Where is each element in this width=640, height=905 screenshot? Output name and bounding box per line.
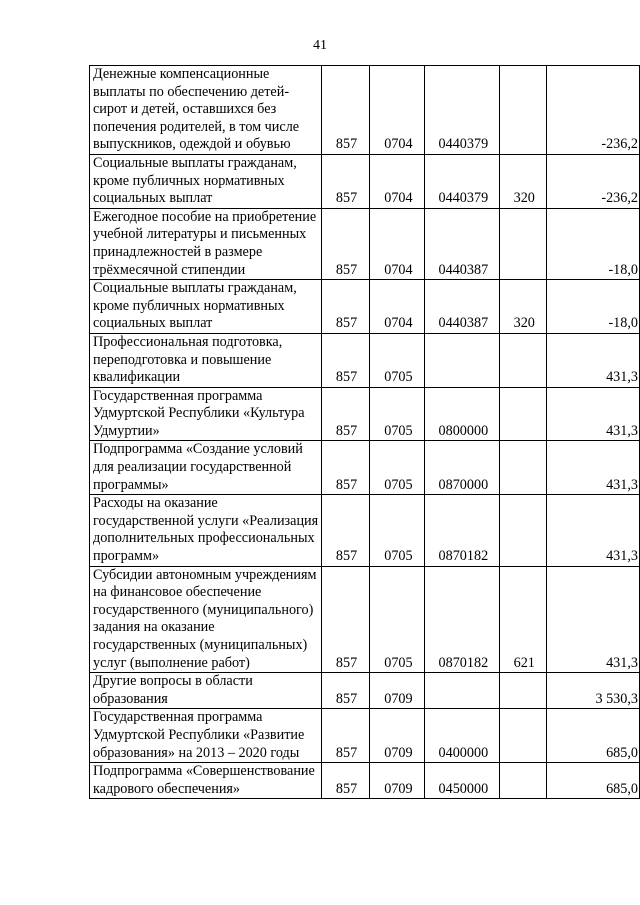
expense-name-cell: Государственная программа Удмуртской Республики «Развитие образования» на 2013 – 2020 годы [90, 709, 322, 763]
target-code-cell: 0440379 [425, 66, 500, 155]
amount-cell: 431,3 [547, 495, 640, 566]
expense-type-cell [500, 495, 547, 566]
expense-name-cell: Подпрограмма «Создание условий для реализации государственной программы» [90, 441, 322, 495]
expense-type-cell [500, 387, 547, 441]
expense-name-cell: Денежные компенсационные выплаты по обеспечению детей-сирот и детей, оставшихся без попечения родителей, в том числе выпускников, одеждой и обувью [90, 66, 322, 155]
ministry-code-cell: 857 [321, 280, 370, 334]
ministry-code-cell: 857 [321, 495, 370, 566]
expense-type-cell [500, 709, 547, 763]
ministry-code-cell: 857 [321, 154, 370, 208]
ministry-code-cell: 857 [321, 333, 370, 387]
section-code-cell: 0709 [370, 673, 425, 709]
amount-cell: 3 530,3 [547, 673, 640, 709]
amount-cell: 685,0 [547, 709, 640, 763]
target-code-cell [425, 673, 500, 709]
expense-name-cell: Социальные выплаты гражданам, кроме публичных нормативных социальных выплат [90, 154, 322, 208]
expense-name-cell: Государственная программа Удмуртской Республики «Культура Удмуртии» [90, 387, 322, 441]
expense-name-cell: Профессиональная подготовка, переподготовка и повышение квалификации [90, 333, 322, 387]
table-row [90, 495, 640, 566]
target-code-cell: 0440379 [425, 154, 500, 208]
expense-name-cell: Расходы на оказание государственной услуги «Реализация дополнительных профессиональных программ» [90, 495, 322, 566]
expense-type-cell [500, 333, 547, 387]
section-code-cell: 0705 [370, 441, 425, 495]
section-code-cell: 0705 [370, 333, 425, 387]
amount-cell: 431,3 [547, 566, 640, 673]
budget-table-body [90, 66, 640, 799]
ministry-code-cell: 857 [321, 208, 370, 279]
expense-type-cell: 621 [500, 566, 547, 673]
page-number: 41 [313, 38, 327, 53]
section-code-cell: 0705 [370, 387, 425, 441]
section-code-cell: 0709 [370, 763, 425, 799]
table-row [90, 673, 640, 709]
table-row [90, 763, 640, 799]
section-code-cell: 0704 [370, 280, 425, 334]
target-code-cell: 0870182 [425, 566, 500, 673]
table-row [90, 333, 640, 387]
section-code-cell: 0704 [370, 208, 425, 279]
ministry-code-cell: 857 [321, 673, 370, 709]
section-code-cell: 0704 [370, 154, 425, 208]
expense-name-cell: Другие вопросы в области образования [90, 673, 322, 709]
expense-type-cell: 320 [500, 280, 547, 334]
expense-name-cell: Ежегодное пособие на приобретение учебной литературы и письменных принадлежностей в размере трёхмесячной стипендии [90, 208, 322, 279]
table-row [90, 154, 640, 208]
table-row [90, 566, 640, 673]
amount-cell: -236,2 [547, 154, 640, 208]
expense-type-cell [500, 763, 547, 799]
target-code-cell: 0870182 [425, 495, 500, 566]
expense-name-cell: Подпрограмма «Совершенствование кадрового обеспечения» [90, 763, 322, 799]
ministry-code-cell: 857 [321, 763, 370, 799]
expense-type-cell [500, 673, 547, 709]
amount-cell: -18,0 [547, 208, 640, 279]
expense-name-cell: Субсидии автономным учреждениям на финансовое обеспечение государственного (муниципального) задания на оказание государственных (муниципальных) услуг (выполнение работ) [90, 566, 322, 673]
amount-cell: 685,0 [547, 763, 640, 799]
ministry-code-cell: 857 [321, 709, 370, 763]
section-code-cell: 0704 [370, 66, 425, 155]
target-code-cell: 0440387 [425, 208, 500, 279]
amount-cell: 431,3 [547, 333, 640, 387]
ministry-code-cell: 857 [321, 66, 370, 155]
section-code-cell: 0705 [370, 495, 425, 566]
amount-cell: -18,0 [547, 280, 640, 334]
target-code-cell: 0870000 [425, 441, 500, 495]
expense-type-cell [500, 208, 547, 279]
table-row [90, 66, 640, 155]
table-row [90, 709, 640, 763]
target-code-cell: 0400000 [425, 709, 500, 763]
section-code-cell: 0709 [370, 709, 425, 763]
table-row [90, 387, 640, 441]
ministry-code-cell: 857 [321, 387, 370, 441]
expense-type-cell [500, 66, 547, 155]
target-code-cell: 0440387 [425, 280, 500, 334]
target-code-cell: 0450000 [425, 763, 500, 799]
budget-table [89, 65, 640, 799]
amount-cell: -236,2 [547, 66, 640, 155]
table-row [90, 208, 640, 279]
expense-type-cell: 320 [500, 154, 547, 208]
table-row [90, 441, 640, 495]
ministry-code-cell: 857 [321, 566, 370, 673]
amount-cell: 431,3 [547, 387, 640, 441]
expense-type-cell [500, 441, 547, 495]
section-code-cell: 0705 [370, 566, 425, 673]
expense-name-cell: Социальные выплаты гражданам, кроме публичных нормативных социальных выплат [90, 280, 322, 334]
target-code-cell [425, 333, 500, 387]
ministry-code-cell: 857 [321, 441, 370, 495]
table-row [90, 280, 640, 334]
target-code-cell: 0800000 [425, 387, 500, 441]
amount-cell: 431,3 [547, 441, 640, 495]
